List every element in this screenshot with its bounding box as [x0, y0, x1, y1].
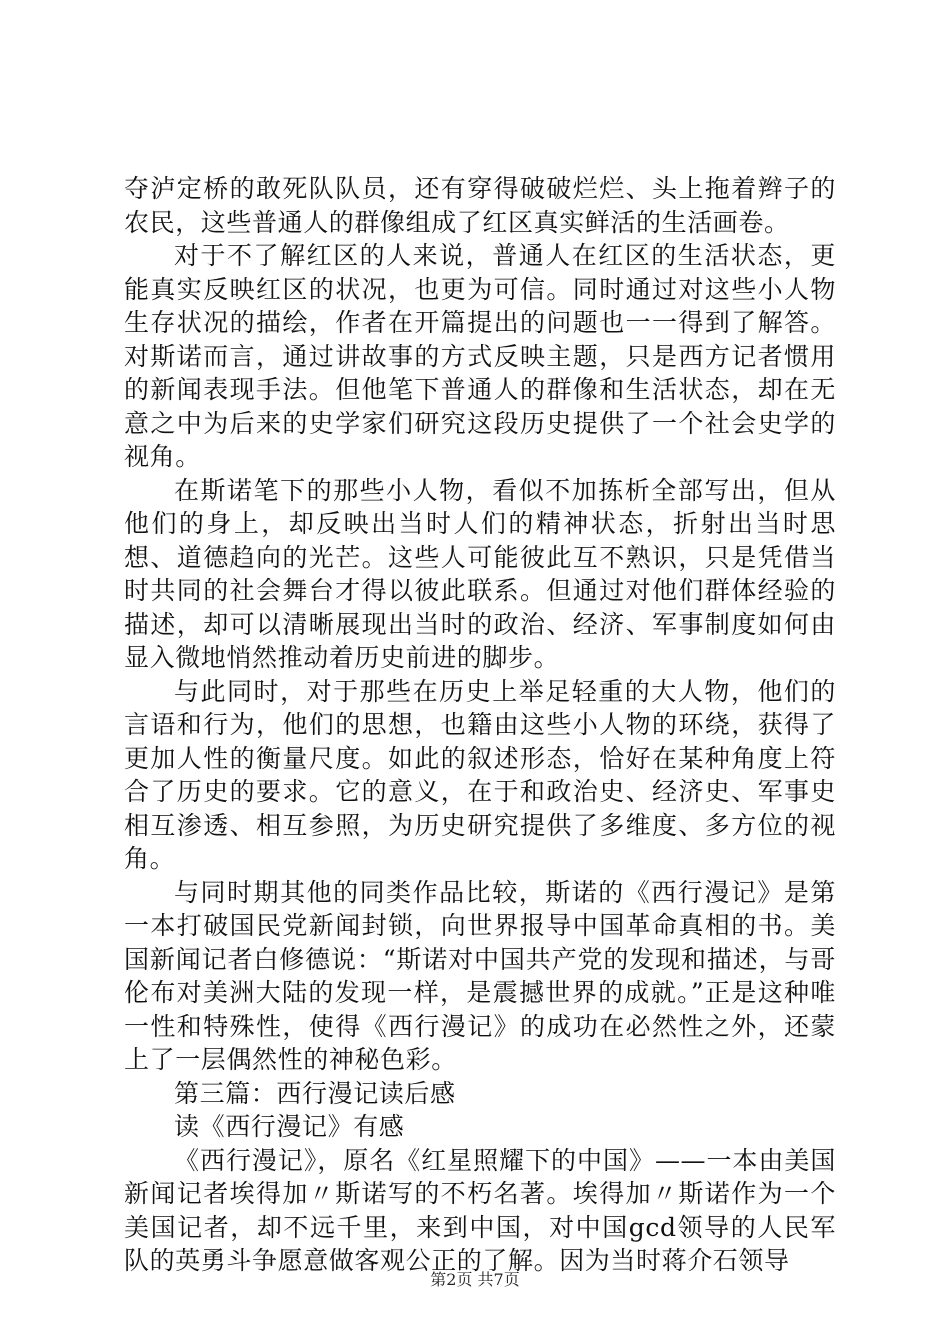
paragraph-comparison: 与同时期其他的同类作品比较，斯诺的《西行漫记》是第一本打破国民党新闻封锁，向世界报导中国革命真相的书。美国新闻记者白修德说：“斯诺对中国共产党的发现和描述，与哥伦布对美洲大陆的发现一样，是震撼世界的成就。”正是这种唯一性和特殊性，使得《西行漫记》的成功在必然性之外，还蒙上了一层偶然性的神秘色彩。 [124, 877, 836, 1074]
paragraph-continuation: 夺泸定桥的敢死队队员，还有穿得破破烂烂、头上拖着辫子的农民，这些普通人的群像组成了红区真实鲜活的生活画卷。 [124, 174, 836, 237]
paragraph-small-figures: 在斯诺笔下的那些小人物，看似不加拣析全部写出，但从他们的身上，却反映出当时人们的精神状态，折射出当时思想、道德趋向的光芒。这些人可能彼此互不熟识，只是凭借当时共同的社会舞台才得以彼此联系。但通过对他们群体经验的描述，却可以清晰展现出当时的政治、经济、军事制度如何由显入微地悄然推动着历史前进的脚步。 [124, 475, 836, 672]
essay-title: 读《西行漫记》有感 [174, 1112, 405, 1141]
page-number-footer: 第2页 共7页 [430, 1270, 520, 1289]
paragraph-ordinary-people: 对于不了解红区的人来说，普通人在红区的生活状态，更能真实反映红区的状况，也更为可信。同时通过对这些小人物生存状况的描绘，作者在开篇提出的问题也一一得到了解答。对斯诺而言，通过讲故事的方式反映主题，只是西方记者惯用的新闻表现手法。但他笔下普通人的群像和生活状态，却在无意之中为后来的史学家们研究这段历史提供了一个社会史学的视角。 [124, 241, 836, 471]
document-body [124, 172, 836, 1278]
section-title: 第三篇：西行漫记读后感 [174, 1078, 456, 1108]
paragraph-introduction: 《西行漫记》，原名《红星照耀下的中国》——一本由美国新闻记者埃得加〃斯诺写的不朽名著。埃得加〃斯诺作为一个美国记者，却不远千里，来到中国，对中国gcd领导的人民军队的英勇斗争愿意做客观公正的了解。因为当时蒋介石领导 [124, 1145, 836, 1275]
paragraph-great-figures: 与此同时，对于那些在历史上举足轻重的大人物，他们的言语和行为，他们的思想，也籍由这些小人物的环绕，获得了更加人性的衡量尺度。如此的叙述形态，恰好在某种角度上符合了历史的要求。它的意义，在于和政治史、经济史、军事史相互渗透、相互参照，为历史研究提供了多维度、多方位的视角。 [124, 676, 836, 873]
